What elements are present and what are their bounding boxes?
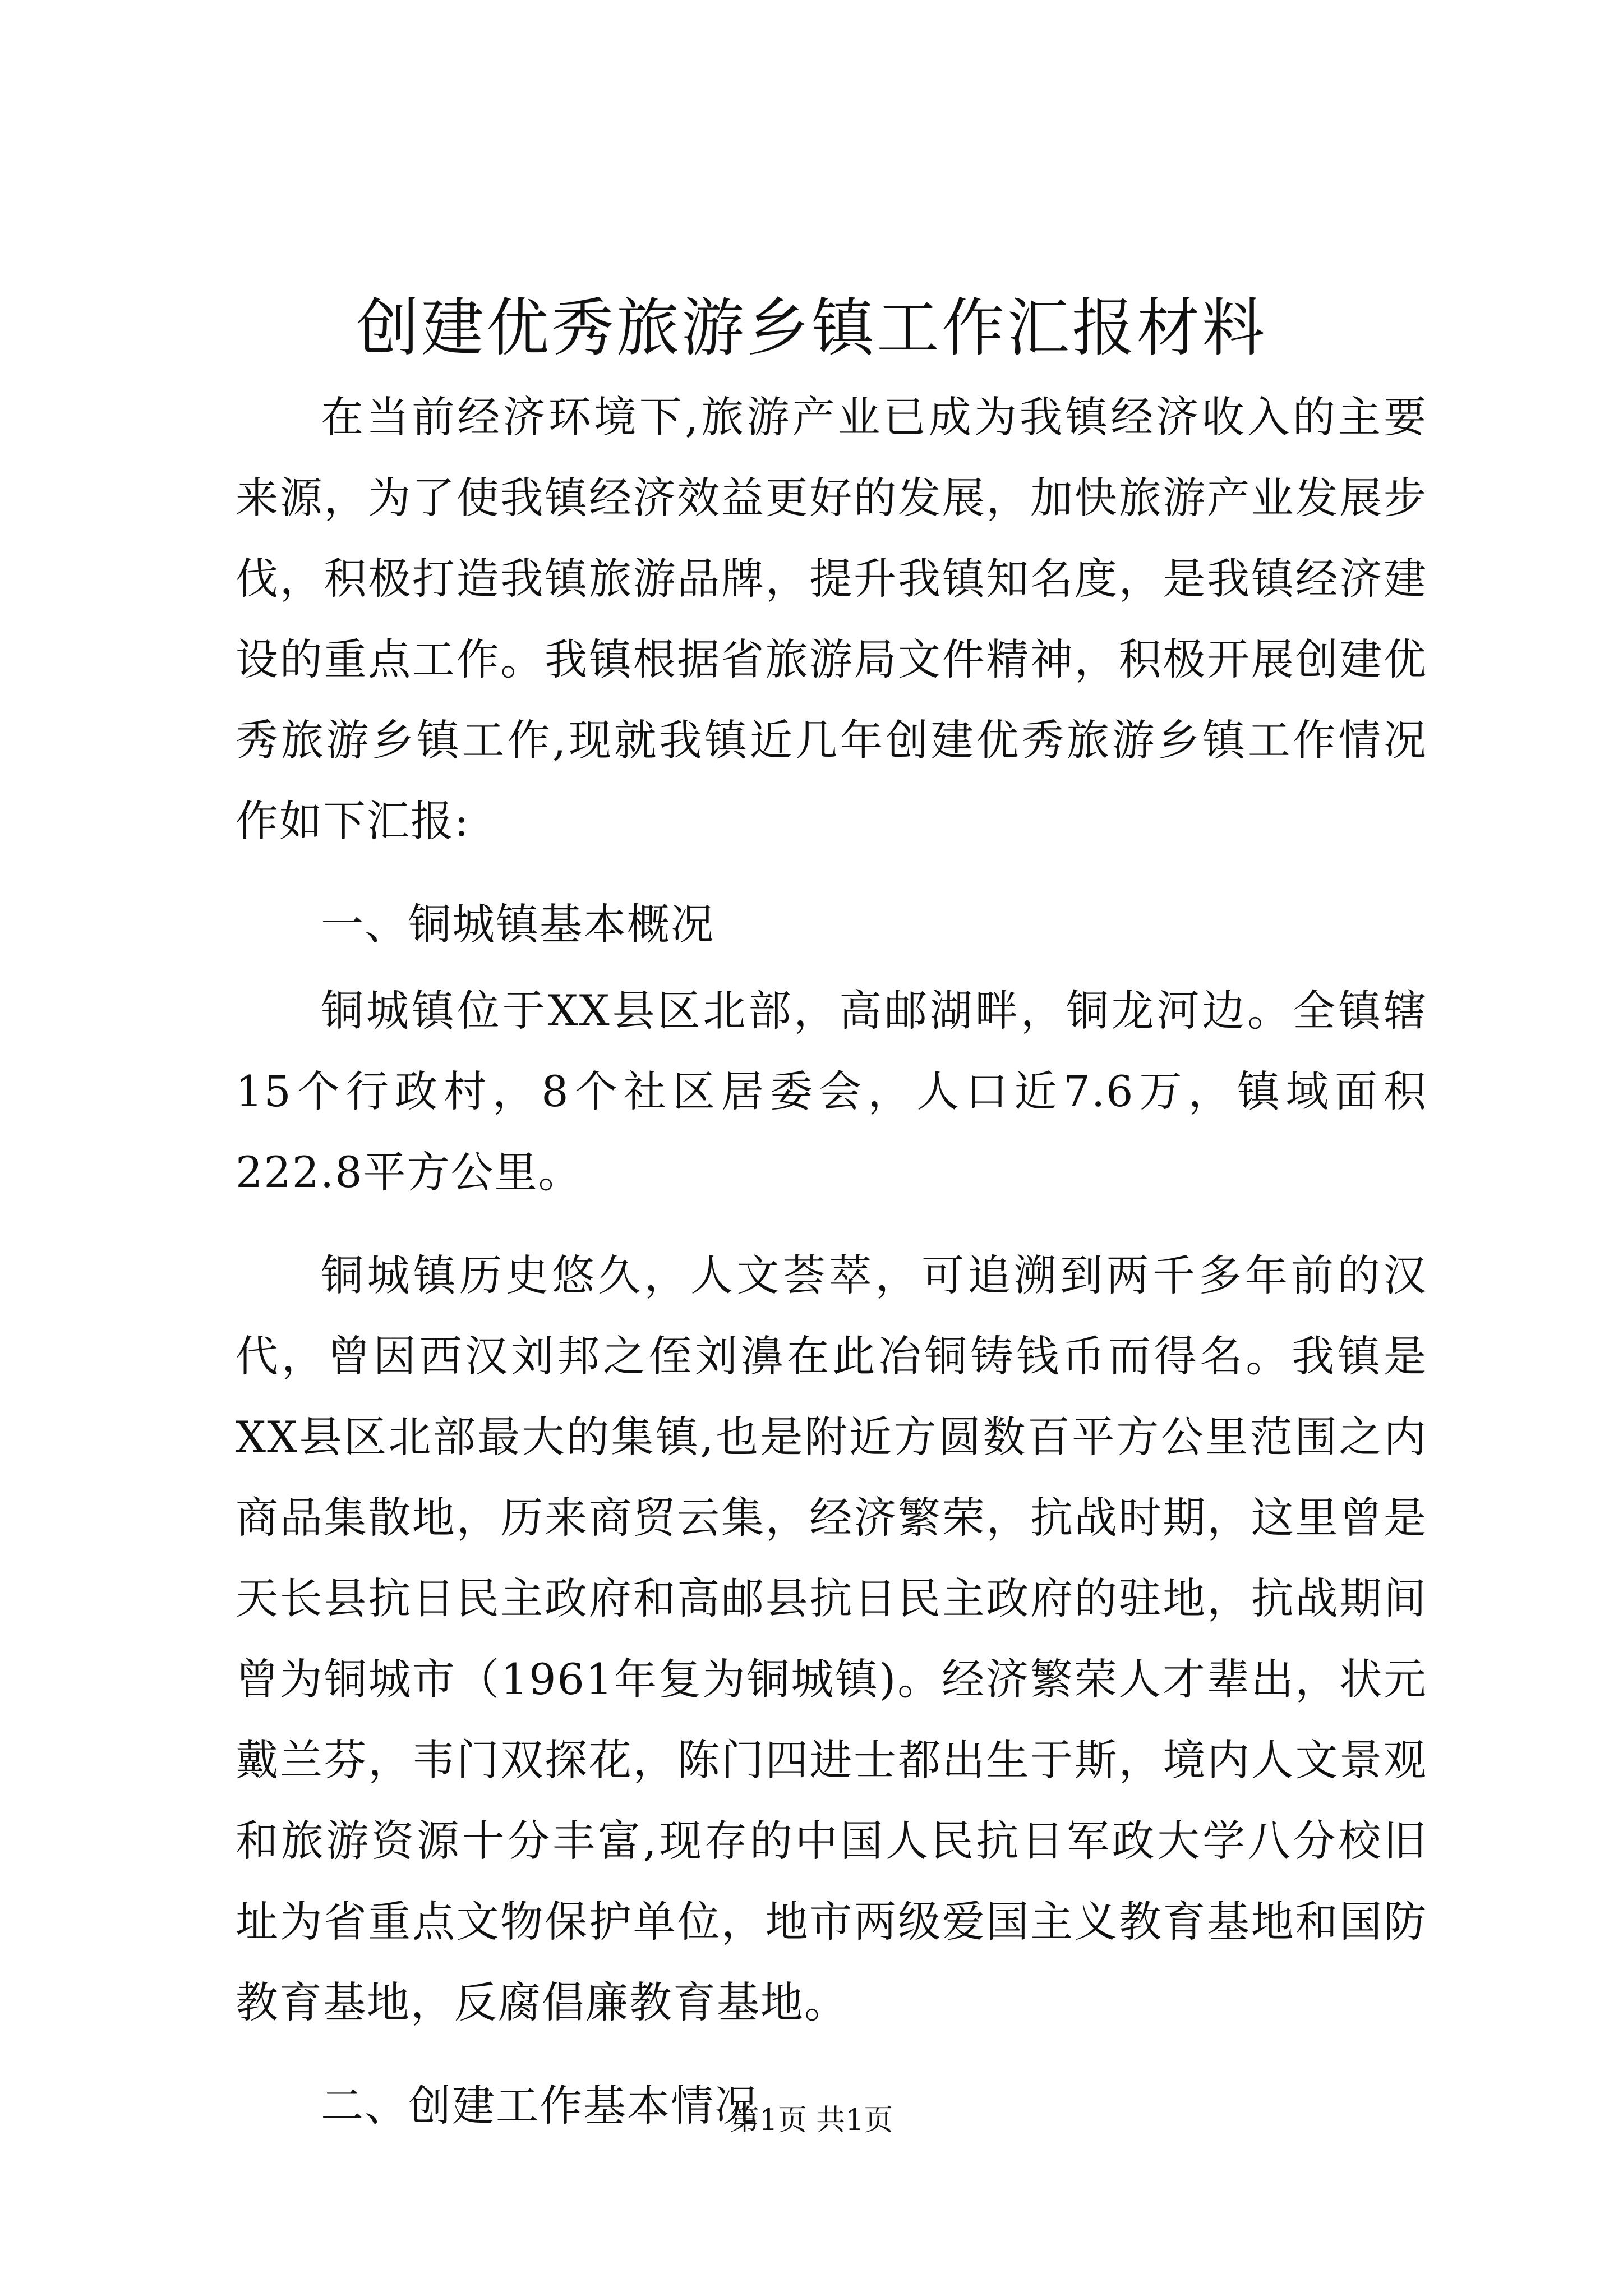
section-heading-2: 二、创建工作基本情况 — [321, 2081, 758, 2131]
page-footer: 第1页 共1页 — [730, 2104, 893, 2137]
paragraph-overview: 铜城镇位于XX县区北部，高邮湖畔，铜龙河边。全镇辖15个行政村，8个社区居委会，人口近7.6万，镇域面积222.8平方公里。 — [236, 986, 1427, 1197]
section-heading-1: 一、铜城镇基本概况 — [321, 899, 714, 949]
document-title: 创建优秀旅游乡镇工作汇报材料 — [356, 292, 1267, 365]
paragraph-intro: 在当前经济环境下,旅游产业已成为我镇经济收入的主要来源，为了使我镇经济效益更好的发展，加快旅游产业发展步伐，积极打造我镇旅游品牌，提升我镇知名度，是我镇经济建设的重点工作。我镇根据省旅游局文件精神，积极开展创建优秀旅游乡镇工作,现就我镇近几年创建优秀旅游乡镇工作情况作如下汇报: — [236, 392, 1427, 846]
paragraph-history: 铜城镇历史悠久，人文荟萃，可追溯到两千多年前的汉代，曾因西汉刘邦之侄刘濞在此冶铜铸钱币而得名。我镇是XX县区北部最大的集镇,也是附近方圆数百平方公里范围之内商品集散地，历来商贸云集，经济繁荣，抗战时期，这里曾是天长县抗日民主政府和高邮县抗日民主政府的驻地，抗战期间曾为铜城市（1961年复为铜城镇)。经济繁荣人才辈出，状元戴兰芬，韦门双探花，陈门四进士都出生于斯，境内人文景观和旅游资源十分丰富,现存的中国人民抗日军政大学八分校旧址为省重点文物保护单位，地市两级爱国主义教育基地和国防教育基地，反腐倡廉教育基地。 — [236, 1250, 1427, 2027]
document-body — [236, 377, 1427, 2152]
